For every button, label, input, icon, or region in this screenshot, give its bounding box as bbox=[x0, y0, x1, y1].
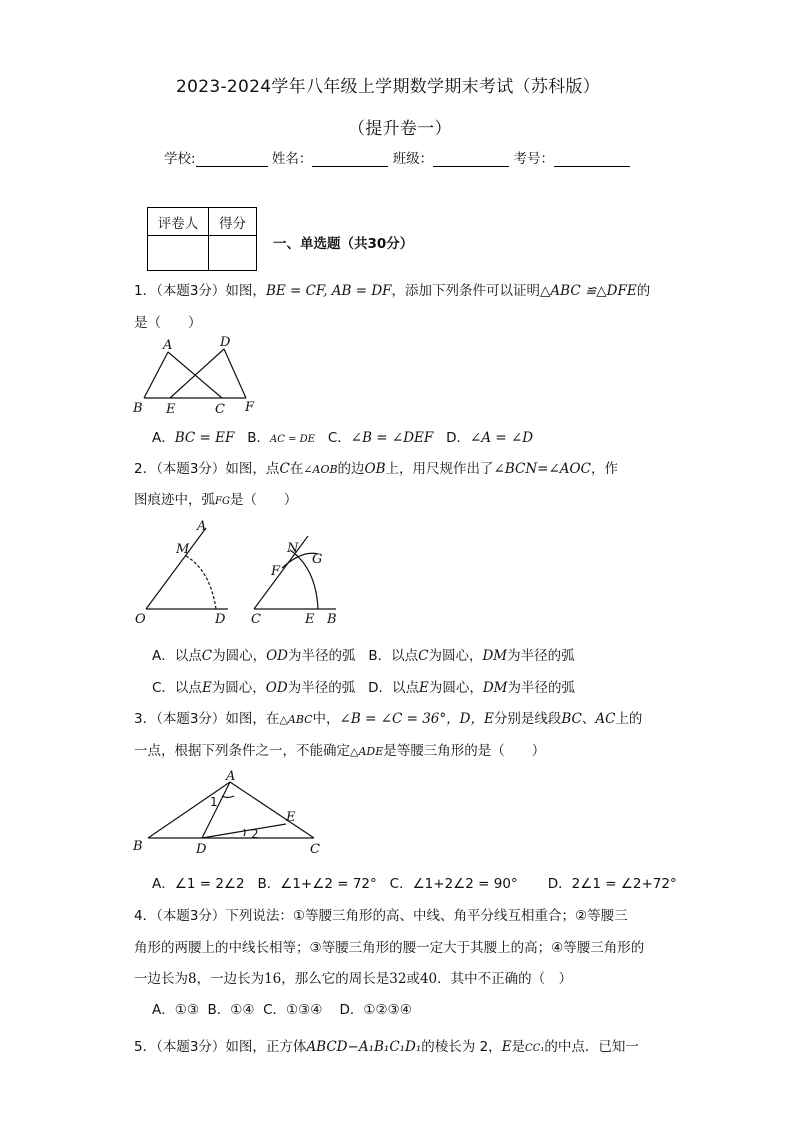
q5-line1-mid: 的棱长为 2， bbox=[421, 1039, 502, 1055]
q3-stem-line2 bbox=[134, 739, 545, 759]
q3-mid: 中， bbox=[312, 711, 340, 727]
q4-option-b[interactable]: B．①④ bbox=[207, 1002, 255, 1018]
q5-line1 bbox=[134, 1035, 639, 1055]
q3-label-a: A bbox=[226, 769, 236, 784]
q2-option-c-pre: C．以点 bbox=[152, 680, 202, 696]
q1-label-e: E bbox=[166, 402, 176, 417]
q1-line-df bbox=[224, 349, 246, 398]
q5-line1-pre: 5．（本题3分）如图，正方体 bbox=[134, 1039, 307, 1055]
q1-stem-line2: 是（ ） bbox=[134, 315, 202, 331]
q1-option-d-label: D． bbox=[446, 430, 471, 446]
q1-option-a[interactable]: BC = EF bbox=[174, 430, 235, 446]
q4-num-8: 8 bbox=[188, 971, 197, 987]
q2-option-b-c: C bbox=[418, 648, 429, 664]
q2-ray-cn bbox=[254, 536, 308, 609]
q4-num-40: 40 bbox=[419, 971, 438, 987]
q4-line3-mid: ，一边长为 bbox=[196, 971, 265, 987]
q3-angle2-arc bbox=[244, 829, 245, 836]
q2-option-d-e: E bbox=[418, 680, 429, 696]
q1-options bbox=[152, 426, 533, 446]
q1-label-b: B bbox=[133, 401, 143, 416]
q2-label-m: M bbox=[176, 542, 190, 557]
q3-side-ac bbox=[230, 782, 314, 838]
q2-angle-aob: ∠AOB bbox=[303, 463, 338, 476]
q3-side-ab bbox=[148, 782, 230, 838]
q3-figure bbox=[130, 766, 330, 858]
q3-label-e: E bbox=[286, 810, 296, 825]
name-blank[interactable] bbox=[312, 152, 388, 167]
school-label: 学校: bbox=[164, 151, 196, 167]
q2-options-row1 bbox=[152, 644, 575, 664]
exam-number-label: 考号： bbox=[513, 151, 554, 167]
q5-line1-mid2: 是 bbox=[511, 1039, 526, 1055]
q3-option-d[interactable]: D．2∠1 = ∠2+72° bbox=[547, 876, 677, 892]
q2-option-a-end: 为半径的弧 bbox=[288, 648, 356, 664]
q2-option-c-end: 为半径的弧 bbox=[287, 680, 356, 696]
q2-prefix: 2．（本题3分）如图，点 bbox=[134, 461, 280, 477]
score-cell[interactable] bbox=[209, 236, 257, 271]
q4-line3-end: ．其中不正确的（ ） bbox=[437, 971, 573, 987]
q3-option-a[interactable]: A．∠1 = 2∠2 bbox=[152, 876, 245, 892]
q1-option-b-label: B． bbox=[247, 430, 271, 446]
q3-prefix: 3．（本题3分）如图，在 bbox=[134, 711, 280, 727]
q3-points-de: ，D，E bbox=[446, 711, 494, 727]
name-label: 姓名： bbox=[271, 151, 313, 167]
q4-option-a[interactable]: A．①③ bbox=[152, 1002, 199, 1018]
school-blank[interactable] bbox=[196, 152, 268, 167]
q3-stem-line1 bbox=[134, 707, 642, 727]
q3-angles: ∠B = ∠C = 36° bbox=[339, 711, 447, 727]
q1-mid: ，添加下列条件可以证明 bbox=[391, 283, 541, 299]
q1-option-b[interactable]: AC = DE bbox=[270, 434, 315, 445]
q3-seg: 分别是线段 bbox=[493, 711, 562, 727]
q2-ob: OB bbox=[364, 461, 386, 477]
q2-label-n: N bbox=[287, 541, 299, 556]
q1-given: BE = CF, AB = DF bbox=[265, 283, 392, 299]
q2-option-d-dm: DM bbox=[482, 680, 508, 696]
q3-angle1-arc bbox=[222, 796, 234, 798]
q2-ray-oa bbox=[146, 528, 206, 609]
q2-option-b-pre: B．以点 bbox=[368, 648, 419, 664]
q3-label-b: B bbox=[133, 839, 143, 854]
q1-option-a-label: A． bbox=[152, 430, 175, 446]
q4-line3-or: 或 bbox=[406, 971, 420, 987]
q4-line1: 4．（本题3分）下列说法：①等腰三角形的高、中线、角平分线互相重合；②等腰三 bbox=[134, 908, 628, 924]
q1-line-ab bbox=[144, 352, 168, 398]
q4-line3-pre: 一边长为 bbox=[134, 971, 188, 987]
q2-option-b-dm: DM bbox=[482, 648, 508, 664]
q2-option-d-pre: D．以点 bbox=[368, 680, 419, 696]
q2-point-c: C bbox=[279, 461, 290, 477]
q2-option-c-od: OD bbox=[265, 680, 288, 696]
q3-segment-ad bbox=[202, 782, 230, 838]
score-box bbox=[147, 207, 257, 271]
q3-option-c[interactable]: C．∠1+2∠2 = 90° bbox=[389, 876, 518, 892]
q2-option-d-end: 为半径的弧 bbox=[507, 680, 575, 696]
q2-option-d-mid: 为圆心， bbox=[428, 680, 483, 696]
q2-label-c: C bbox=[251, 612, 261, 627]
q1-label-d: D bbox=[220, 335, 231, 350]
q3-triangle-ade: △ADE bbox=[350, 745, 384, 758]
q3-sep: 、 bbox=[581, 711, 596, 727]
q5-line1-end: 的中点．已知一 bbox=[544, 1039, 639, 1055]
q1-option-d[interactable]: ∠A = ∠D bbox=[470, 430, 534, 446]
q2-option-c[interactable] bbox=[152, 680, 355, 696]
exam-title: 2023-2024学年八年级上学期数学期末考试（苏科版） bbox=[176, 77, 601, 97]
info-fields bbox=[164, 147, 630, 167]
q2-option-b-mid: 为圆心， bbox=[428, 648, 483, 664]
q4-num-16: 16 bbox=[264, 971, 282, 987]
q4-option-c[interactable]: C．①③④ bbox=[263, 1002, 323, 1018]
q2-label-f: F bbox=[271, 564, 281, 579]
q2-label-b: B bbox=[327, 612, 337, 627]
q1-option-c[interactable]: ∠B = ∠DEF bbox=[350, 430, 434, 446]
exam-subtitle: （提升卷一） bbox=[348, 119, 452, 139]
q2-option-c-e: E bbox=[201, 680, 212, 696]
q3-bc: BC bbox=[561, 711, 582, 727]
q1-stem-line1 bbox=[134, 279, 650, 299]
q4-option-d[interactable]: D．①②③④ bbox=[339, 1002, 412, 1018]
q3-label-c: C bbox=[310, 842, 320, 857]
q2-angle-eq: ∠BCN=∠AOC bbox=[493, 461, 591, 477]
q3-ac: AC bbox=[595, 711, 616, 727]
q2-line2-end: 是（ ） bbox=[229, 492, 298, 508]
q3-options bbox=[152, 872, 677, 892]
class-blank[interactable] bbox=[433, 152, 509, 167]
q3-line2-end: 是等腰三角形的是（ ） bbox=[383, 743, 546, 759]
q4-line3-mid2: ，那么它的周长是 bbox=[281, 971, 390, 987]
q2-option-c-mid: 为圆心， bbox=[211, 680, 266, 696]
q2-option-b[interactable] bbox=[368, 648, 574, 664]
q3-line2-pre: 一点，根据下列条件之一，不能确定 bbox=[134, 743, 350, 759]
q3-option-b[interactable]: B．∠1+∠2 = 72° bbox=[257, 876, 377, 892]
q2-label-o: O bbox=[135, 612, 146, 627]
q2-side: 的边 bbox=[337, 461, 365, 477]
score-header: 得分 bbox=[209, 208, 257, 236]
q1-line-de bbox=[170, 349, 224, 398]
q2-option-a[interactable] bbox=[152, 648, 356, 664]
q2-stem-line2 bbox=[134, 488, 297, 508]
q2-option-a-mid: 为圆心， bbox=[212, 648, 267, 664]
q2-arc-md bbox=[186, 556, 216, 609]
section-heading: 一、单选题（共30分） bbox=[273, 236, 414, 252]
q3-label-1: 1 bbox=[210, 795, 218, 809]
q1-congruence: △ABC ≌△DFE bbox=[540, 283, 637, 299]
q5-edge-cc1: CC₁ bbox=[525, 1043, 545, 1054]
grader-cell[interactable] bbox=[148, 236, 209, 271]
q1-figure bbox=[130, 334, 270, 418]
q2-label-g: G bbox=[312, 552, 323, 567]
q2-option-a-c: C bbox=[201, 648, 213, 664]
q5-cube: ABCD−A₁B₁C₁D₁ bbox=[306, 1039, 422, 1055]
q2-label-a: A bbox=[197, 519, 207, 534]
q2-line2-pre: 图痕迹中，弧 bbox=[134, 492, 215, 508]
q2-end: ，作 bbox=[590, 461, 618, 477]
exam-number-blank[interactable] bbox=[554, 152, 630, 167]
q1-label-c: C bbox=[215, 402, 225, 417]
q1-end: 的 bbox=[636, 283, 651, 299]
q1-prefix: 1．（本题3分）如图， bbox=[134, 283, 266, 299]
q4-options bbox=[152, 998, 412, 1018]
q2-option-d[interactable] bbox=[368, 680, 575, 696]
q2-option-a-od: OD bbox=[266, 648, 288, 664]
grader-header: 评卷人 bbox=[148, 208, 209, 236]
q1-label-a: A bbox=[163, 338, 173, 353]
q2-option-b-end: 为半径的弧 bbox=[507, 648, 575, 664]
q2-option-a-pre: A．以点 bbox=[152, 648, 202, 664]
q2-stem-line1 bbox=[134, 457, 618, 477]
q4-line3 bbox=[134, 967, 572, 987]
q2-arc-fg: FG bbox=[215, 496, 230, 507]
q2-label-d: D bbox=[215, 612, 226, 627]
q3-triangle-abc: △ABC bbox=[279, 713, 313, 726]
q1-label-f: F bbox=[245, 400, 255, 415]
q2-mid: 上，用尺规作出了 bbox=[385, 461, 494, 477]
q3-label-2: 2 bbox=[251, 827, 259, 841]
class-label: 班级： bbox=[392, 151, 434, 167]
q3-label-d: D bbox=[196, 842, 207, 857]
q2-options-row2 bbox=[152, 676, 575, 696]
q2-label-e: E bbox=[305, 612, 315, 627]
q2-figure bbox=[130, 516, 344, 628]
q4-line2: 角形的两腰上的中线长相等；③等腰三角形的腰一定大于其腰上的高；④等腰三角形的 bbox=[134, 940, 645, 956]
q3-end: 上的 bbox=[615, 711, 643, 727]
q5-point-e: E bbox=[501, 1039, 512, 1055]
q2-in: 在 bbox=[289, 461, 304, 477]
q1-option-c-label: C． bbox=[327, 430, 351, 446]
q4-num-32: 32 bbox=[389, 971, 407, 987]
